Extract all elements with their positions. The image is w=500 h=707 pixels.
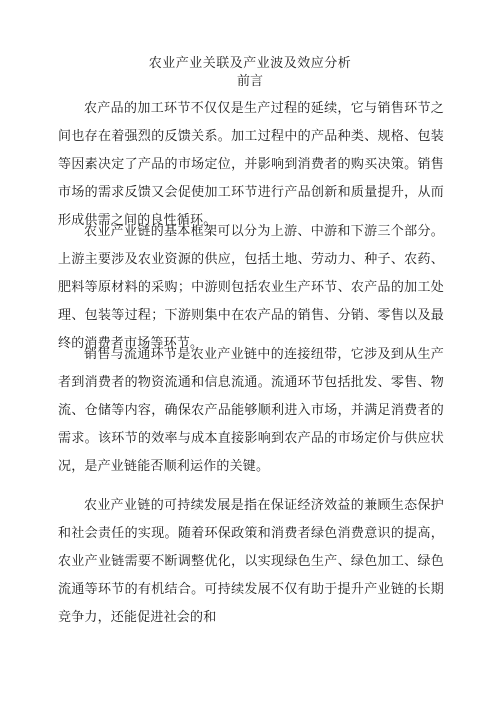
paragraph-4: 农业产业链的可持续发展是指在保证经济效益的兼顾生态保护和社会责任的实现。随着环保政策和消费者绿色消费意识的提高，农业产业链需要不断调整优化，以实现绿色生产、绿色加工、绿色流通等环节的有机结合。可持续发展不仅有助于提升产业链的长期竞争力，还能促进社会的和 [58, 498, 444, 625]
paragraph-3: 销售与流通环节是农业产业链中的连接纽带，它涉及到从生产者到消费者的物资流通和信息流通。流通环节包括批发、零售、物流、仓储等内容，确保农产品能够顺利进入市场，并满足消费者的需求。该环节的效率与成本直接影响到农产品的市场定价与供应状况，是产业链能否顺利运作的关键。 [58, 347, 444, 474]
document-title: 农业产业关联及产业波及效应分析 [148, 56, 352, 71]
section-heading: 前言 [236, 74, 263, 89]
paragraph-1: 农产品的加工环节不仅仅是生产过程的延续，它与销售环节之间也存在着强烈的反馈关系。加工过程中的产品种类、规格、包装等因素决定了产品的市场定位，并影响到消费者的购买决策。销售市场的需求反馈又会促使加工环节进行产品创新和质量提升，从而形成供需之间的良性循环。 [58, 101, 444, 228]
paragraph-2: 农业产业链的基本框架可以分为上游、中游和下游三个部分。上游主要涉及农业资源的供应，包括土地、劳动力、种子、农药、肥料等原材料的采购；中游则包括农业生产环节、农产品的加工处理、包装等过程；下游则集中在农产品的销售、分销、零售以及最终的消费者市场等环节。 [58, 224, 444, 351]
